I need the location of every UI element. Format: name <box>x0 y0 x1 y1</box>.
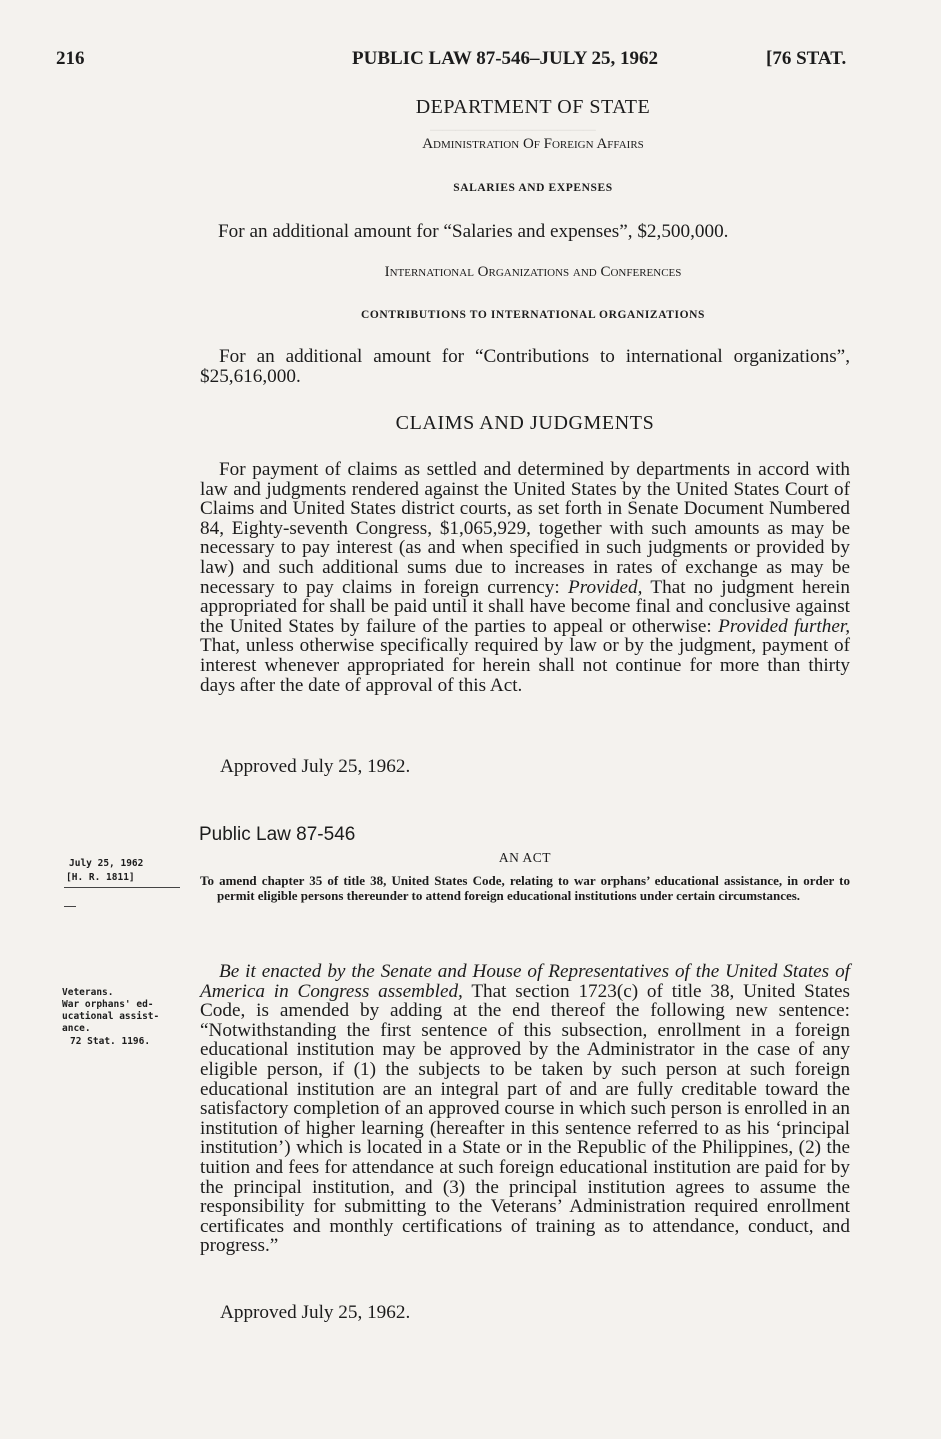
item-heading-contributions: CONTRIBUTIONS TO INTERNATIONAL ORGANIZATIONS <box>360 309 706 321</box>
claims-paragraph <box>200 460 850 695</box>
claims-text-part2: That no judgment herein appropriated for shall be paid until it shall have become final and conclusive against the United States by failure of the parties to appeal or otherwise: <box>200 576 850 637</box>
margin-bill-number: [H. R. 1811] <box>66 872 135 883</box>
public-law-title: Public Law 87-546 <box>199 824 356 845</box>
item-text-salaries: For an additional amount for “Salaries and expenses”, $2,500,000. <box>218 221 729 242</box>
enacting-clause: Be it enacted by the Senate and House of Representatives of the United States of America in Congress assembled, <box>200 961 850 1002</box>
margin-rule-short <box>64 906 76 907</box>
subheading-foreign-affairs: Administration Of Foreign Affairs <box>422 136 644 152</box>
bleed-through-texture: ───────────── <box>430 121 596 141</box>
statute-reference: [76 STAT. <box>766 48 847 69</box>
provided-further-clause: Provided further, <box>718 615 851 637</box>
margin-citation: 72 Stat. 1196. <box>70 1036 151 1047</box>
act-approved: Approved July 25, 1962. <box>220 1302 411 1323</box>
item-heading-salaries: SALARIES AND EXPENSES <box>453 182 613 194</box>
margin-date: July 25, 1962 <box>69 858 144 869</box>
act-body <box>200 962 850 1256</box>
margin-topic-line3: ance. <box>62 1023 91 1034</box>
department-heading: DEPARTMENT OF STATE <box>415 96 651 118</box>
margin-veterans: Veterans. <box>62 987 114 998</box>
act-body-text: That section 1723(c) of title 38, United States Code, is amended by adding at the end thereof the following new sentence: “Notwithstanding the first sentence of this subsection, enrollment in a foreign educational institution may be approved by the Administrator in the case of any eligible person, if (1) the subjects to be taken by such person at such foreign educational institution are an integral part of and are fully creditable toward the satisfactory completion of an approved course in which such person is enrolled in an institution of higher learning (hereafter in this sentence referred to as his ‘principal institution’) which is located in a State or in the Republic of the Philippines, (2) the tuition and fees for attendance at such foreign educational institution are paid for by the principal institution, and (3) the principal institution agrees to assume the responsibility for submitting to the Veterans’ Administration required enrollment certificates and monthly certifications of training as to attendance, conduct, and progress.” <box>200 980 850 1257</box>
claims-text-part1: For payment of claims as settled and determined by departments in accord with law and judgments rendered against the United States by the United States Court of Claims and United States district courts, as set forth in Senate Document Numbered 84, Eighty-seventh Congress, $1,065,929, together with such amounts as may be necessary to pay interest (as and when specified in such judgments or provided by law) and such additional sums due to increases in rates of exchange as may be necessary to pay claims in foreign currency: <box>200 459 850 598</box>
item-text-contributions: For an additional amount for “Contributions to international organizations”, $25,616,000. <box>200 346 850 387</box>
claims-text-part3: That, unless otherwise specifically required by law or by the judgment, payment of interest whenever appropriated for herein shall not continue for more than thirty days after the date of approval of this Act. <box>200 635 850 696</box>
act-label: AN ACT <box>498 850 552 865</box>
margin-rule <box>64 887 180 888</box>
subheading-international: International Organizations and Conferences <box>384 264 682 280</box>
claims-approved: Approved July 25, 1962. <box>220 756 411 777</box>
page-number: 216 <box>56 48 85 69</box>
margin-topic-line2: ucational assist- <box>62 1011 160 1022</box>
act-summary: To amend chapter 35 of title 38, United States Code, relating to war orphans’ educational assistance, in order to permit eligible persons thereunder to attend foreign educational institutions under certain circumstances. <box>200 873 850 903</box>
margin-topic-line1: War orphans' ed- <box>62 999 154 1010</box>
running-title: PUBLIC LAW 87-546–JULY 25, 1962 <box>352 48 658 69</box>
provided-clause: Provided, <box>568 576 643 598</box>
claims-heading: CLAIMS AND JUDGMENTS <box>395 412 655 434</box>
